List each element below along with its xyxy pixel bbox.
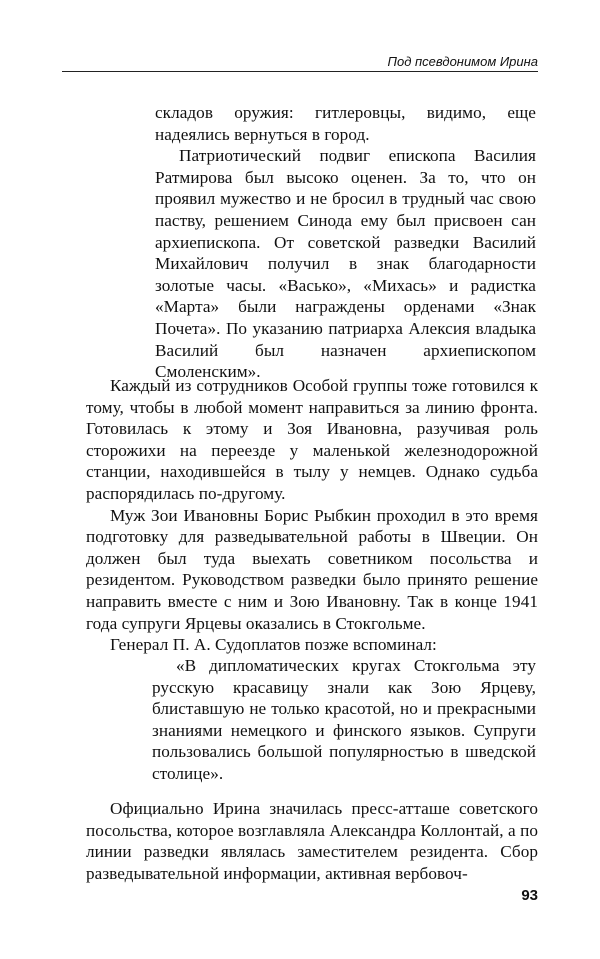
quote2-paragraph-1: «В дипломатических кругах Стокгольма эту русскую красавицу знали как Зою Ярцеву, блиставшую не только красотой, но и прекрасными знаниями немецкого и финского языков. Супруги пользовались большой популярностью в шведской столице».: [152, 656, 536, 783]
page-number: 93: [521, 887, 538, 904]
body1-paragraph-1: Каждый из сотрудников Особой группы тоже готовился к тому, чтобы в любой момент направиться за линию фронта. Готовилась к этому и Зоя Ивановна, разучивая роль сторожихи на переезде у маленькой железнодорожной станции, находившейся в тылу у немцев. Однако судьба распорядилась по-другому.: [86, 376, 538, 503]
body2-paragraph-1: Официально Ирина значилась пресс-атташе советского посольства, которое возглавляла Александра Коллонтай, а по линии разведки являлась заместителем резидента. Сбор разведывательной информации, активная вербовоч-: [86, 799, 538, 883]
running-title: Под псевдонимом Ирина: [387, 54, 538, 69]
header-rule: [62, 71, 538, 72]
body-text-2: [86, 798, 538, 884]
body-text-1: [86, 375, 538, 656]
quote1-paragraph-2: Патриотический подвиг епископа Василия Ратмирова был высоко оценен. За то, что он проявил мужество и не бросил в трудный час свою паству, решением Синода ему был присвоен сан архиепископа. От советской разведки Василий Михайлович получил в знак благодарности золотые часы. «Васько», «Михась» и радистка «Марта» были награждены орденами «Знак Почета». По указанию патриарха Алексия владыка Василий был назначен архиепископом Смоленским».: [155, 146, 536, 382]
quote-block-2: [152, 655, 536, 785]
body1-paragraph-3: Генерал П. А. Судоплатов позже вспоминал:: [110, 635, 437, 655]
body1-paragraph-2: Муж Зои Ивановны Борис Рыбкин проходил в это время подготовку для разведывательной работы в Швеции. Он должен был туда выехать советником посольства и резидентом. Руководством разведки было принято решение направить вместе с ним и Зою Ивановну. Так в конце 1941 года супруги Ярцевы оказались в Стокгольме.: [86, 505, 538, 633]
quote1-paragraph-1: складов оружия: гитлеровцы, видимо, еще надеялись вернуться в город.: [155, 103, 536, 144]
quote-block-1: [155, 102, 536, 383]
